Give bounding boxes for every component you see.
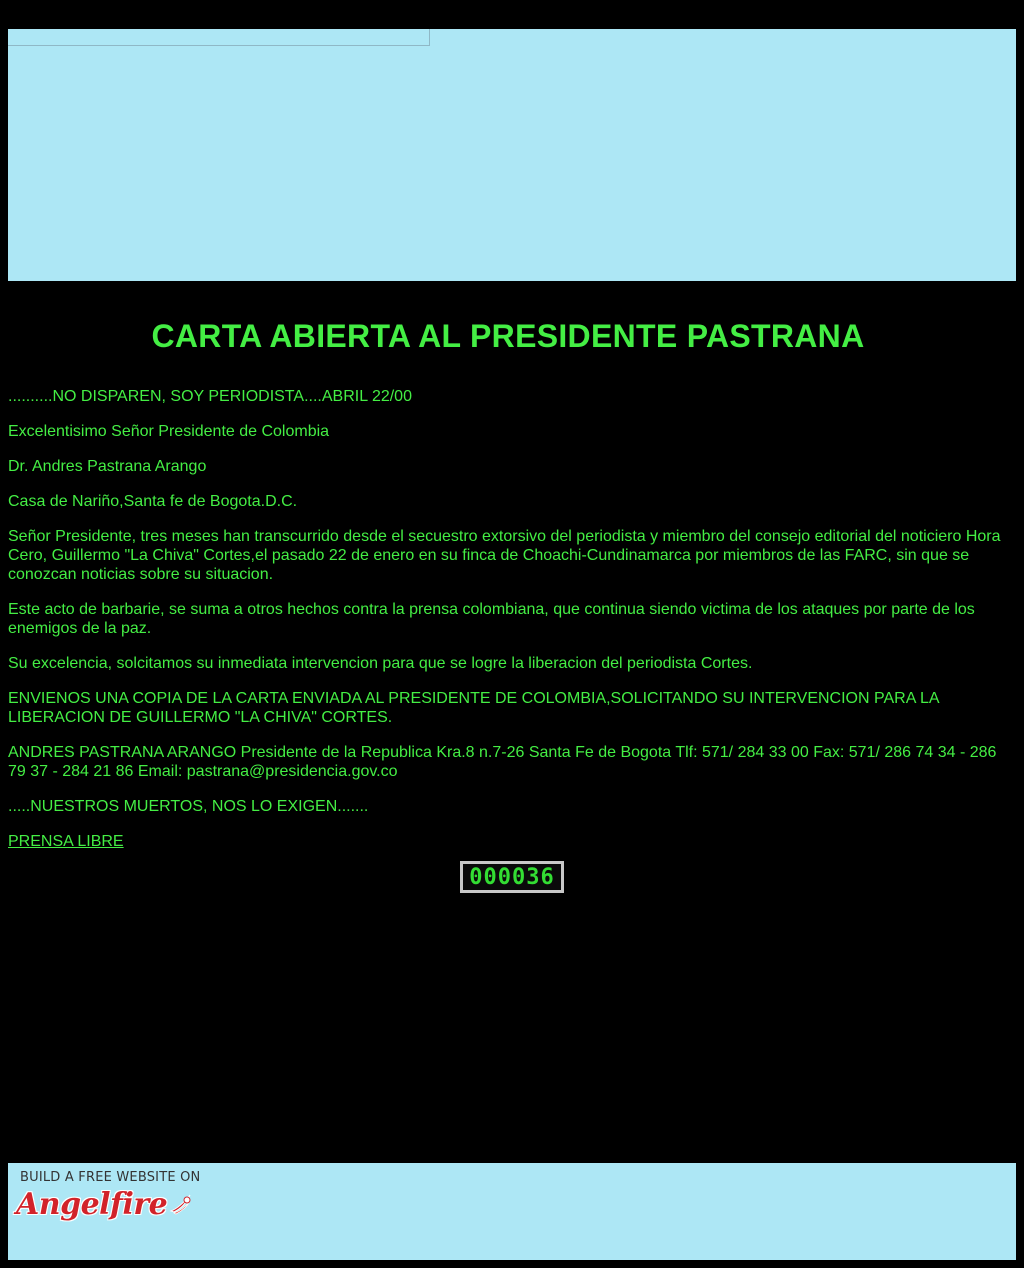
page-title: CARTA ABIERTA AL PRESIDENTE PASTRANA	[151, 318, 865, 354]
angelfire-logo-text: Angelfire	[16, 1187, 168, 1222]
paragraph-salutation: Excelentisimo Señor Presidente de Colombia	[8, 423, 330, 440]
paragraph-body-1: Señor Presidente, tres meses han transcurrido desde el secuestro extorsivo del periodista y miembro del consejo editorial del noticiero Hora Cero, Guillermo "La Chiva" Cortes,el pasado 22 de enero en su finca de Choachi-Cundinamarca por miembros de las FARC, sin que se conozcan noticias sobre su situacion.	[8, 528, 1001, 583]
paragraph-recipient-address: Casa de Nariño,Santa fe de Bogota.D.C.	[8, 493, 298, 510]
angelfire-footer-banner[interactable]	[8, 1163, 1016, 1260]
angelfire-logo[interactable]	[16, 1187, 192, 1222]
paragraph-body-3: Su excelencia, solcitamos su inmediata intervencion para que se logre la liberacion del periodista Cortes.	[8, 655, 753, 672]
top-ad-banner[interactable]	[8, 29, 1016, 281]
letter-content	[8, 313, 1008, 867]
paragraph-closing: .....NUESTROS MUERTOS, NOS LO EXIGEN.......	[8, 798, 369, 815]
ad-banner-frame	[8, 29, 430, 46]
paragraph-dateline: ..........NO DISPAREN, SOY PERIODISTA....ABRIL 22/00	[8, 388, 412, 405]
flame-icon	[168, 1191, 192, 1220]
prensa-libre-paragraph	[8, 832, 1008, 851]
prensa-libre-link[interactable]: PRENSA LIBRE	[8, 833, 124, 850]
hit-counter-digits: 000036	[463, 864, 561, 890]
paragraph-call-to-action: ENVIENOS UNA COPIA DE LA CARTA ENVIADA AL PRESIDENTE DE COLOMBIA,SOLICITANDO SU INTERVENCION PARA LA LIBERACION DE GUILLERMO "LA CHIVA" CORTES.	[8, 690, 939, 726]
paragraph-body-2: Este acto de barbarie, se suma a otros hechos contra la prensa colombiana, que continua siendo victima de los ataques por parte de los enemigos de la paz.	[8, 601, 975, 637]
angelfire-tagline: BUILD A FREE WEBSITE ON	[20, 1170, 201, 1185]
paragraph-contact-info: ANDRES PASTRANA ARANGO Presidente de la Republica Kra.8 n.7-26 Santa Fe de Bogota Tlf: 571/ 284 33 00 Fax: 571/ 286 74 34 - 286 79 37 - 284 21 86 Email: pastrana@presidencia.gov.co	[8, 744, 997, 780]
paragraph-recipient-name: Dr. Andres Pastrana Arango	[8, 458, 207, 475]
hit-counter	[460, 861, 564, 893]
